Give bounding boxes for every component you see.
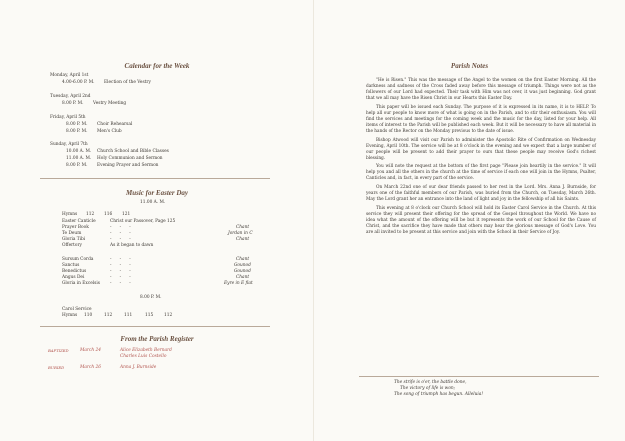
notes-paragraph: You will note the request at the bottom of the first page "Please join heartily in the service." It will help you and all the others in the church at the time of service if each one will join in the Hymns, Psalter, Canticles and, in fact, in every part of the service. — [366, 164, 596, 182]
register-date: March 26 — [80, 365, 102, 370]
calendar-day: Sunday, April 7th — [50, 142, 88, 147]
verse-line: The strife is o'er, the battle done, — [394, 380, 467, 385]
leader-dashes: - - - — [110, 237, 131, 242]
music-item-setting: Gounod — [234, 269, 251, 274]
music-item-setting: Chant — [236, 225, 250, 230]
calendar-event: Election of the Vestry — [104, 80, 151, 85]
register-title: From the Parish Register — [120, 335, 194, 343]
music-item-setting: As it began to dawn — [110, 243, 154, 248]
notes-paragraph: On March 22nd one of our dear friends passed to her rest in the Lord. Mrs. Anna J. Burnside, for years one of the faithful members of our Parish, was buried from the Church, on Tuesday, March 26th. May the Lord grant her an entrance into the land of light and joy in the fellowship of all his Saints. — [366, 185, 596, 203]
verse-line: The song of triumph has begun. Alleluia! — [394, 392, 484, 397]
music-item-name: Te Deum — [62, 231, 82, 236]
music-item-name: Gloria Tibi — [62, 237, 86, 242]
calendar-time: 8.00 P. M. — [66, 122, 88, 127]
notes-body — [366, 78, 596, 239]
leader-dashes: - - - — [110, 281, 131, 286]
music-morning-time: 11.00 A. M. — [140, 200, 166, 205]
calendar-day: Monday, April 1st — [50, 73, 89, 78]
music-item-name: Easter Canticle — [62, 219, 96, 224]
leader-dashes: - - - — [110, 231, 131, 236]
music-item-setting: Christ our Passover, Page 125 — [110, 219, 176, 224]
section-divider — [359, 376, 599, 377]
register-date: March 24 — [80, 348, 102, 353]
calendar-time: 11.00 A. M. — [66, 156, 92, 161]
calendar-time: 4.00-6.00 P. M. — [62, 80, 95, 85]
calendar-day: Tuesday, April 2nd — [50, 94, 91, 99]
notes-paragraph: "He is Risen." This was the message of the Angel to the women on the first Easter Morning. All the darkness and sadness of the Cross faded away before this message of triumph. Things were not as the followers of our Lord had expected. Their task with Him was not over, it was just beginning. God grant that we all may have the Risen Christ in our Hearts this Easter Day. — [366, 78, 596, 102]
calendar-event: Church School and Bible Classes — [97, 149, 169, 154]
hymn-number: 112 — [104, 313, 113, 318]
calendar-time: 8.00 P. M. — [66, 163, 88, 168]
hymn-number: 115 — [145, 313, 154, 318]
hymn-number: 121 — [122, 212, 131, 217]
carol-service-label: Carol Service — [62, 307, 92, 312]
register-category: BURIED — [48, 365, 65, 370]
hymns-label: Hymns — [62, 212, 78, 217]
hymn-number: 110 — [84, 313, 93, 318]
calendar-event: Men's Club — [97, 129, 122, 134]
calendar-event: Vestry Meeting — [93, 101, 127, 106]
music-item-name: Offertory — [62, 243, 82, 248]
music-title: Music for Easter Day — [125, 189, 189, 197]
notes-paragraph: This evening at 8 o'clock our Church School will hold its Easter Carol Service in the Church. At this service they will present their offering for the spread of the Gospel throughout the World. We have no idea what the amount of the offering will be but it represents the work of our School for the Cause of Christ, and the sacrifice they have made that others may hear the glorious message of God's Love. You are all invited to be present at this service and join with the School in their Service of Joy. — [366, 205, 596, 236]
hymn-number: 112 — [86, 212, 95, 217]
notes-paragraph: Bishop Atwood will visit our Parish to administer the Apostolic Rite of Confirmation on Wednesday Evening, April 10th. The service will be at 8 o'clock in the evening and we expect that a large number of our people will be present to add their prayer to ours that these people may receive God's richest blessing. — [366, 137, 596, 161]
music-item-name: Prayer Book — [62, 225, 89, 230]
music-item-setting: Chant — [236, 237, 250, 242]
calendar-time: 10.00 A. M. — [66, 149, 92, 154]
verse-line: The victory of life is won; — [400, 386, 456, 391]
hymn-number: 112 — [164, 313, 173, 318]
music-item-name: Angus Dei — [62, 275, 85, 280]
music-evening-time: 8.00 P. M. — [140, 295, 162, 300]
calendar-day: Friday, April 5th — [50, 115, 86, 120]
register-names: Charles Luis Costello — [120, 354, 167, 359]
music-item-name: Benedictus — [62, 269, 87, 274]
register-names: Anna J. Burnside — [120, 365, 157, 370]
notes-title: Parish Notes — [450, 62, 489, 70]
hymns-label: Hymns — [62, 313, 78, 318]
music-item-setting: Chant — [236, 257, 250, 262]
section-divider — [40, 326, 270, 327]
leader-dashes: - - - — [110, 225, 131, 230]
calendar-title: Calendar for the Week — [124, 62, 190, 70]
register-names: Alice Elizabeth Bernard — [120, 348, 172, 353]
leader-dashes: - - - — [110, 269, 131, 274]
hymn-number: 111 — [124, 313, 133, 318]
music-item-setting: Gounod — [234, 263, 251, 268]
leader-dashes: - - - — [110, 263, 131, 268]
section-divider — [40, 178, 270, 179]
music-item-name: Sanctus — [62, 263, 80, 268]
notes-paragraph: This paper will be issued each Sunday. The purpose of it is expressed in its name, it is to HELP. To help all our people to know more of what is going on in the Parish, and to stir their enthusiasm. You will find the services and meetings for the coming week and the music for the day, listed for your help. All items of interest to the Parish will be published each week. But it will be necessary to have all material in the hands of the Rector on the Monday previous to the date of issue. — [366, 104, 596, 134]
music-item-setting: Eyre in E flat — [224, 281, 253, 286]
hymn-number: 116 — [104, 212, 113, 217]
calendar-time: 8.00 P. M. — [66, 129, 88, 134]
right-page — [314, 0, 625, 441]
leader-dashes: - - - — [110, 275, 131, 280]
calendar-time: 8.00 P. M. — [62, 101, 84, 106]
calendar-event: Holy Communion and Sermon — [97, 156, 163, 161]
leader-dashes: - - - — [110, 257, 131, 262]
music-item-name: Sursum Corda — [62, 257, 94, 262]
calendar-event: Choir Rehearsal — [97, 122, 133, 127]
music-item-name: Gloria in Excelsis — [62, 281, 100, 286]
music-item-setting: Jordan in C — [228, 231, 253, 236]
register-category: BAPTIZED — [48, 348, 69, 353]
calendar-event: Evening Prayer and Sermon — [97, 163, 159, 168]
music-item-setting: Chant — [236, 275, 250, 280]
